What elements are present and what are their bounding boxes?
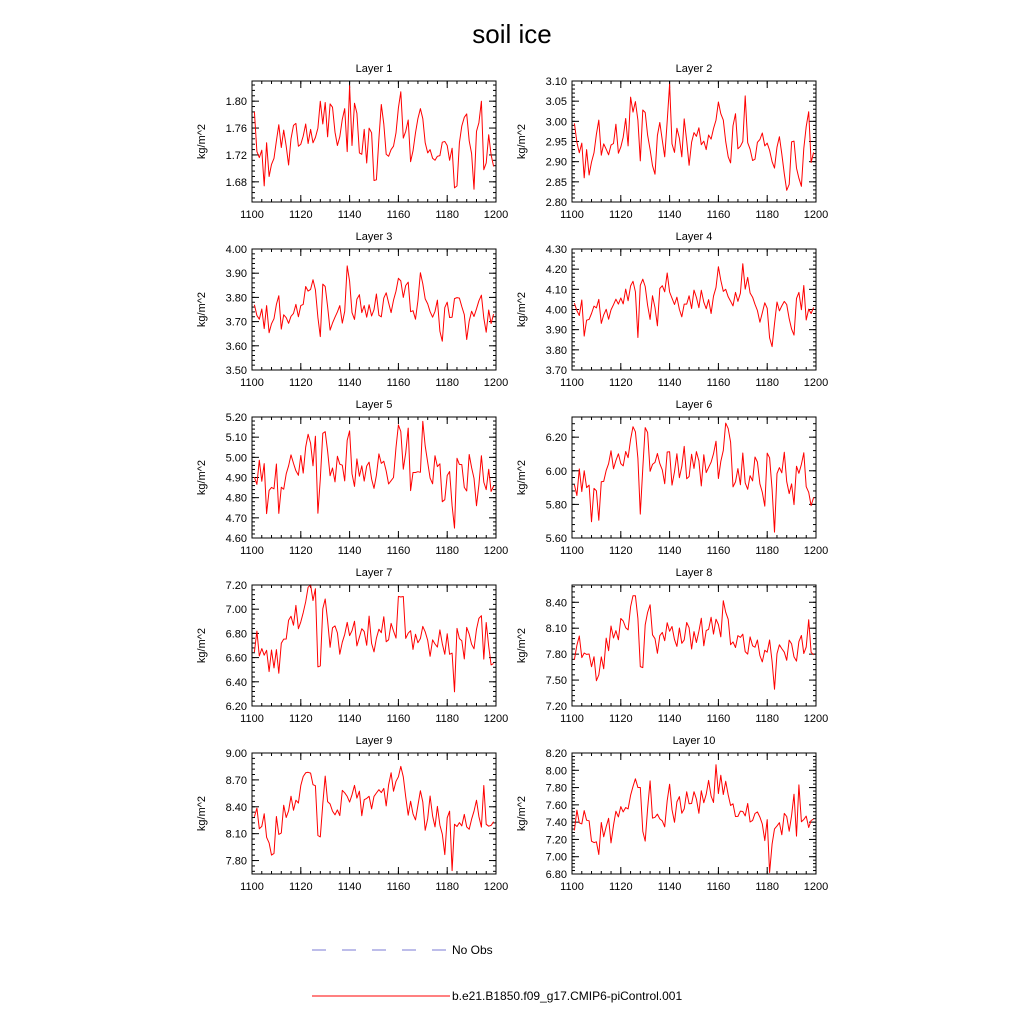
x-tick-label: 1200 — [483, 881, 509, 893]
y-tick-label: 7.40 — [545, 817, 567, 830]
y-tick-label: 6.40 — [225, 676, 247, 689]
x-tick-label: 1140 — [337, 713, 362, 725]
y-tick-label: 6.20 — [545, 432, 567, 445]
y-tick-label: 8.40 — [545, 597, 567, 610]
x-tick-label: 1120 — [608, 713, 633, 725]
y-tick-label: 8.10 — [225, 828, 247, 841]
plot-frame — [572, 753, 816, 874]
x-tick-label: 1180 — [435, 545, 460, 557]
y-axis-label: kg/m^2 — [196, 291, 208, 328]
x-tick-label: 1120 — [288, 209, 313, 221]
x-tick-label: 1200 — [803, 713, 829, 725]
x-tick-label: 1100 — [240, 377, 264, 389]
y-tick-label: 7.60 — [545, 799, 567, 812]
y-tick-label: 8.10 — [545, 623, 567, 636]
y-tick-label: 1.80 — [225, 96, 247, 109]
y-tick-label: 3.05 — [545, 96, 567, 109]
y-axis-label: kg/m^2 — [196, 123, 208, 160]
y-tick-label: 6.00 — [545, 465, 567, 478]
x-tick-label: 1100 — [560, 713, 584, 725]
panel-title: Layer 7 — [355, 567, 393, 579]
y-tick-label: 4.60 — [225, 533, 247, 545]
y-tick-label: 4.80 — [225, 492, 247, 505]
y-tick-label: 4.30 — [545, 244, 567, 256]
x-tick-label: 1200 — [803, 881, 829, 893]
y-tick-label: 2.95 — [545, 136, 567, 149]
y-tick-label: 7.00 — [225, 604, 247, 617]
panel-title: Layer 10 — [672, 735, 716, 747]
series-line — [254, 86, 493, 190]
y-tick-label: 4.90 — [225, 472, 247, 485]
y-tick-label: 7.20 — [545, 701, 567, 713]
y-tick-label: 6.80 — [225, 628, 247, 641]
x-tick-label: 1180 — [755, 713, 780, 725]
x-tick-label: 1180 — [755, 545, 780, 557]
panel-layer-5 — [196, 399, 508, 557]
x-tick-label: 1140 — [657, 209, 682, 221]
plot-frame — [572, 81, 816, 202]
x-tick-label: 1100 — [240, 545, 264, 557]
x-tick-label: 1140 — [337, 545, 362, 557]
x-tick-label: 1100 — [560, 881, 584, 893]
x-tick-label: 1160 — [386, 545, 411, 557]
x-tick-label: 1180 — [435, 209, 460, 221]
y-tick-label: 7.00 — [545, 851, 567, 864]
x-tick-label: 1100 — [240, 209, 264, 221]
legend — [312, 943, 682, 1003]
plot-frame — [252, 417, 496, 538]
y-axis-label: kg/m^2 — [516, 795, 528, 832]
y-tick-label: 4.20 — [545, 264, 567, 277]
y-tick-label: 6.80 — [545, 869, 567, 881]
x-tick-label: 1100 — [560, 545, 584, 557]
x-tick-label: 1140 — [337, 377, 362, 389]
x-tick-label: 1140 — [337, 881, 362, 893]
x-tick-label: 1140 — [657, 377, 682, 389]
plot-frame — [252, 585, 496, 706]
series-line — [574, 765, 813, 873]
y-tick-label: 6.20 — [225, 701, 247, 713]
y-axis-label: kg/m^2 — [516, 459, 528, 496]
series-line — [574, 84, 813, 190]
x-tick-label: 1120 — [288, 377, 313, 389]
x-tick-label: 1120 — [288, 881, 313, 893]
x-tick-label: 1180 — [435, 377, 460, 389]
x-tick-label: 1100 — [560, 377, 584, 389]
panel-layer-1 — [196, 63, 508, 221]
x-tick-label: 1100 — [240, 881, 264, 893]
y-tick-label: 8.40 — [225, 801, 247, 814]
x-tick-label: 1200 — [483, 377, 509, 389]
y-tick-label: 7.80 — [545, 782, 567, 795]
series-line — [574, 423, 813, 532]
y-tick-label: 8.20 — [545, 748, 567, 760]
y-tick-label: 2.85 — [545, 176, 567, 189]
x-tick-label: 1120 — [608, 209, 633, 221]
y-tick-label: 3.50 — [225, 365, 247, 377]
panel-title: Layer 9 — [355, 735, 393, 747]
y-tick-label: 3.70 — [225, 316, 247, 329]
y-axis-label: kg/m^2 — [516, 123, 528, 160]
x-tick-label: 1140 — [657, 881, 682, 893]
y-tick-label: 5.00 — [225, 452, 247, 465]
y-tick-label: 2.80 — [545, 197, 567, 209]
x-tick-label: 1140 — [657, 545, 682, 557]
panel-layer-3 — [196, 231, 508, 389]
y-axis-label: kg/m^2 — [196, 627, 208, 664]
series-line — [254, 421, 493, 528]
figure-title: soil ice — [472, 19, 552, 49]
x-tick-label: 1180 — [435, 881, 460, 893]
y-tick-label: 3.90 — [545, 324, 567, 337]
y-tick-label: 7.80 — [545, 649, 567, 662]
y-tick-label: 1.72 — [225, 149, 247, 162]
series-line — [574, 596, 813, 690]
x-tick-label: 1160 — [386, 881, 411, 893]
y-tick-label: 8.00 — [545, 765, 567, 778]
x-tick-label: 1180 — [755, 377, 780, 389]
panel-title: Layer 5 — [355, 399, 393, 411]
y-tick-label: 7.80 — [225, 855, 247, 868]
plot-frame — [252, 753, 496, 874]
plot-frame — [572, 417, 816, 538]
series-line — [254, 266, 493, 341]
y-tick-label: 7.20 — [225, 580, 247, 592]
x-tick-label: 1180 — [435, 713, 460, 725]
x-tick-label: 1160 — [706, 545, 731, 557]
x-tick-label: 1120 — [608, 881, 633, 893]
panel-layer-7 — [196, 567, 508, 725]
y-tick-label: 3.90 — [225, 268, 247, 281]
y-tick-label: 4.00 — [225, 244, 247, 256]
y-tick-label: 3.70 — [545, 365, 567, 377]
y-tick-label: 5.60 — [545, 533, 567, 545]
x-tick-label: 1200 — [483, 545, 509, 557]
x-tick-label: 1160 — [386, 713, 411, 725]
x-tick-label: 1200 — [483, 209, 509, 221]
y-tick-label: 1.76 — [225, 123, 247, 136]
x-tick-label: 1120 — [608, 377, 633, 389]
panel-layer-10 — [516, 735, 828, 893]
y-tick-label: 3.00 — [545, 116, 567, 129]
panel-title: Layer 1 — [355, 63, 393, 75]
panel-title: Layer 3 — [355, 231, 393, 243]
x-tick-label: 1120 — [288, 713, 313, 725]
panel-layer-4 — [516, 231, 828, 389]
y-tick-label: 4.70 — [225, 512, 247, 525]
y-tick-label: 3.10 — [545, 76, 567, 88]
series-line — [254, 766, 493, 870]
x-tick-label: 1120 — [288, 545, 313, 557]
x-tick-label: 1140 — [657, 713, 682, 725]
panel-layer-6 — [516, 399, 828, 557]
y-tick-label: 2.90 — [545, 156, 567, 169]
y-tick-label: 3.80 — [545, 344, 567, 357]
y-tick-label: 3.60 — [225, 340, 247, 353]
y-tick-label: 9.00 — [225, 748, 247, 760]
panel-title: Layer 6 — [675, 399, 713, 411]
y-axis-label: kg/m^2 — [516, 291, 528, 328]
y-tick-label: 4.00 — [545, 304, 567, 317]
x-tick-label: 1140 — [337, 209, 362, 221]
y-tick-label: 5.10 — [225, 432, 247, 445]
x-tick-label: 1200 — [803, 209, 829, 221]
series-line — [574, 264, 813, 347]
y-axis-label: kg/m^2 — [516, 627, 528, 664]
legend-model-label: b.e21.B1850.f09_g17.CMIP6-piControl.001 — [452, 989, 683, 1003]
y-tick-label: 8.70 — [225, 774, 247, 787]
x-tick-label: 1200 — [803, 545, 829, 557]
y-axis-label: kg/m^2 — [196, 459, 208, 496]
x-tick-label: 1180 — [755, 881, 780, 893]
panel-title: Layer 2 — [675, 63, 713, 75]
y-tick-label: 6.60 — [225, 652, 247, 665]
y-tick-label: 7.50 — [545, 675, 567, 688]
panel-title: Layer 4 — [675, 231, 713, 243]
panel-title: Layer 8 — [675, 567, 713, 579]
panel-layer-2 — [516, 63, 828, 221]
x-tick-label: 1200 — [803, 377, 829, 389]
y-tick-label: 3.80 — [225, 292, 247, 305]
x-tick-label: 1180 — [755, 209, 780, 221]
x-tick-label: 1200 — [483, 713, 509, 725]
y-tick-label: 1.68 — [225, 176, 247, 189]
x-tick-label: 1160 — [386, 209, 411, 221]
panels — [196, 63, 828, 893]
y-tick-label: 7.20 — [545, 834, 567, 847]
x-tick-label: 1100 — [240, 713, 264, 725]
y-tick-label: 5.20 — [225, 412, 247, 424]
x-tick-label: 1120 — [608, 545, 633, 557]
series-line — [254, 585, 493, 692]
x-tick-label: 1160 — [706, 377, 731, 389]
legend-obs-label: No Obs — [452, 943, 493, 957]
x-tick-label: 1160 — [706, 209, 731, 221]
y-tick-label: 5.80 — [545, 499, 567, 512]
y-axis-label: kg/m^2 — [196, 795, 208, 832]
x-tick-label: 1100 — [560, 209, 584, 221]
x-tick-label: 1160 — [706, 881, 731, 893]
panel-layer-9 — [196, 735, 508, 893]
y-tick-label: 4.10 — [545, 284, 567, 297]
panel-layer-8 — [516, 567, 828, 725]
x-tick-label: 1160 — [386, 377, 411, 389]
x-tick-label: 1160 — [706, 713, 731, 725]
